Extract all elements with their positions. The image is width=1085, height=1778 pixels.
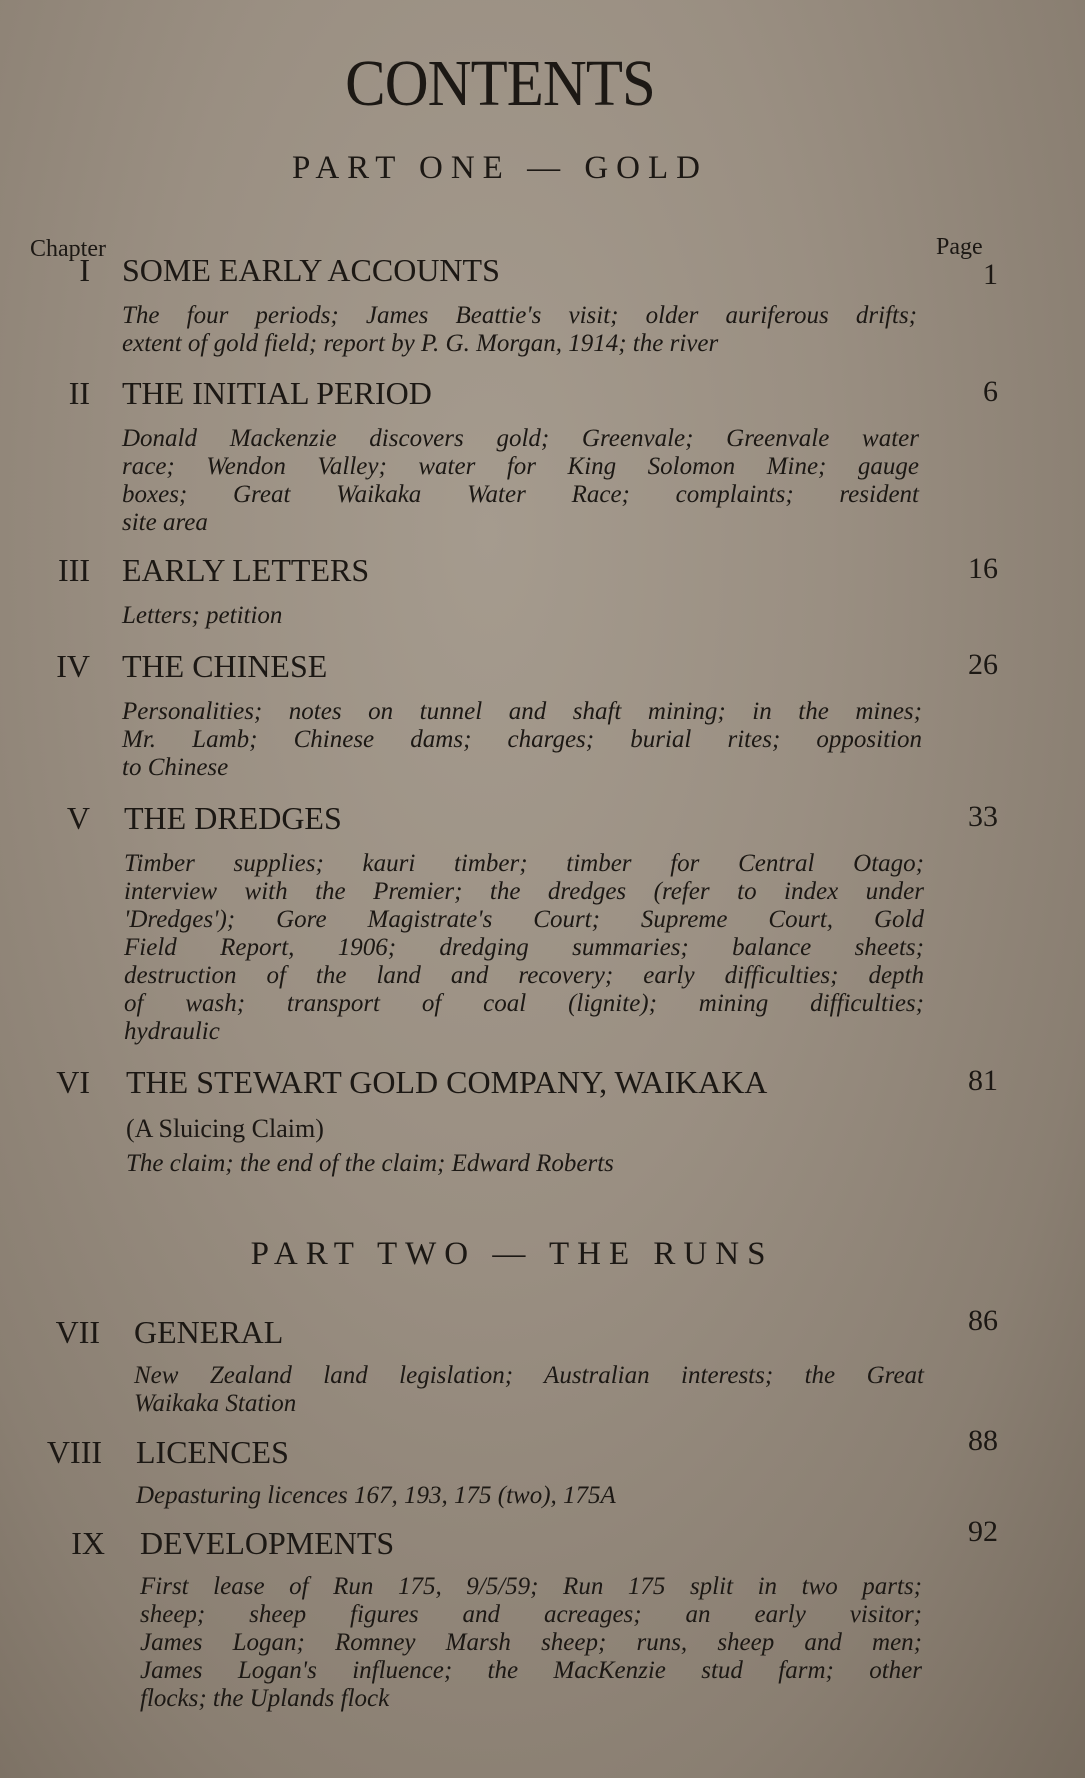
description-line: Donald Mackenzie discovers gold; Greenvale; Greenvale water — [122, 425, 919, 452]
description-line: of wash; transport of coal (lignite); mining difficulties; — [124, 990, 924, 1017]
description-line: Timber supplies; kauri timber; timber for Central Otago; — [124, 850, 924, 877]
chapter-number: III — [58, 552, 90, 588]
chapter-description — [134, 1362, 924, 1418]
part-two-heading: PART TWO — THE RUNS — [250, 1236, 774, 1272]
chapter-title[interactable]: DEVELOPMENTS — [140, 1525, 395, 1561]
page-number: 33 — [968, 800, 998, 833]
chapter-number: VII — [55, 1314, 100, 1350]
chapter-number: IX — [71, 1525, 105, 1561]
description-line: to Chinese — [122, 754, 229, 781]
page-number: 81 — [968, 1064, 998, 1097]
description-line: First lease of Run 175, 9/5/59; Run 175 split in two parts; — [140, 1573, 922, 1600]
description-line: New Zealand land legislation; Australian interests; the Great — [134, 1362, 924, 1389]
chapter-subtitle: (A Sluicing Claim) — [126, 1114, 324, 1143]
chapter-number: I — [79, 252, 90, 288]
chapter-title[interactable]: SOME EARLY ACCOUNTS — [122, 252, 500, 288]
chapter-title[interactable]: LICENCES — [136, 1434, 289, 1470]
page-column-header: Page — [936, 234, 983, 260]
chapter-title[interactable]: THE STEWART GOLD COMPANY, WAIKAKA — [126, 1064, 768, 1100]
description-line: Waikaka Station — [134, 1390, 297, 1417]
chapter-number: IV — [56, 648, 90, 684]
page-number: 88 — [968, 1424, 998, 1457]
page-number: 16 — [968, 552, 998, 585]
description-line: interview with the Premier; the dredges (refer to index under — [124, 878, 924, 905]
chapter-title[interactable]: THE INITIAL PERIOD — [122, 375, 432, 411]
description-line: Mr. Lamb; Chinese dams; charges; burial rites; opposition — [122, 726, 922, 753]
description-line: extent of gold field; report by P. G. Morgan, 1914; the river — [122, 330, 719, 357]
chapter-column-header: Chapter — [30, 236, 106, 262]
page-number: 6 — [983, 375, 998, 408]
description-line: Depasturing licences 167, 193, 175 (two), 175A — [136, 1482, 616, 1509]
description-line: destruction of the land and recovery; early difficulties; depth — [124, 962, 924, 989]
chapter-description — [140, 1573, 922, 1713]
description-line: Personalities; notes on tunnel and shaft mining; in the mines; — [122, 698, 922, 725]
description-line: The claim; the end of the claim; Edward Roberts — [126, 1150, 614, 1177]
description-line: site area — [122, 509, 208, 536]
page-number: 92 — [968, 1515, 998, 1548]
description-line: James Logan's influence; the MacKenzie stud farm; other — [140, 1657, 922, 1684]
description-line: race; Wendon Valley; water for King Solomon Mine; gauge — [122, 453, 919, 480]
chapter-description — [122, 602, 922, 630]
description-line: boxes; Great Waikaka Water Race; complaints; resident — [122, 481, 919, 508]
chapter-number: II — [68, 375, 90, 411]
description-line: hydraulic — [124, 1018, 220, 1045]
chapter-title[interactable]: THE CHINESE — [122, 648, 328, 684]
chapter-description — [122, 698, 922, 782]
description-line: Field Report, 1906; dredging summaries; balance sheets; — [124, 934, 924, 961]
description-line: James Logan; Romney Marsh sheep; runs, sheep and men; — [140, 1629, 922, 1656]
description-line: 'Dredges'); Gore Magistrate's Court; Supreme Court, Gold — [124, 906, 924, 933]
chapter-description — [122, 425, 919, 537]
description-line: Letters; petition — [122, 602, 283, 629]
description-line: sheep; sheep figures and acreages; an early visitor; — [140, 1601, 922, 1628]
chapter-title[interactable]: GENERAL — [134, 1314, 284, 1350]
chapter-number: VI — [56, 1064, 90, 1100]
chapter-description — [136, 1482, 936, 1510]
description-line: flocks; the Uplands flock — [140, 1685, 390, 1712]
page-number: 1 — [983, 258, 998, 291]
page-number: 86 — [968, 1304, 998, 1337]
description-line: The four periods; James Beattie's visit; older auriferous drifts; — [122, 302, 917, 329]
chapter-description — [122, 302, 917, 358]
chapter-description — [126, 1150, 926, 1178]
chapter-description — [124, 850, 924, 1046]
chapter-title[interactable]: EARLY LETTERS — [122, 552, 370, 588]
chapter-title[interactable]: THE DREDGES — [124, 800, 342, 836]
chapter-number: V — [66, 800, 90, 836]
page-title: CONTENTS — [345, 47, 655, 120]
chapter-number: VIII — [46, 1434, 102, 1470]
page-number: 26 — [968, 648, 998, 681]
part-one-heading: PART ONE — GOLD — [292, 150, 708, 186]
